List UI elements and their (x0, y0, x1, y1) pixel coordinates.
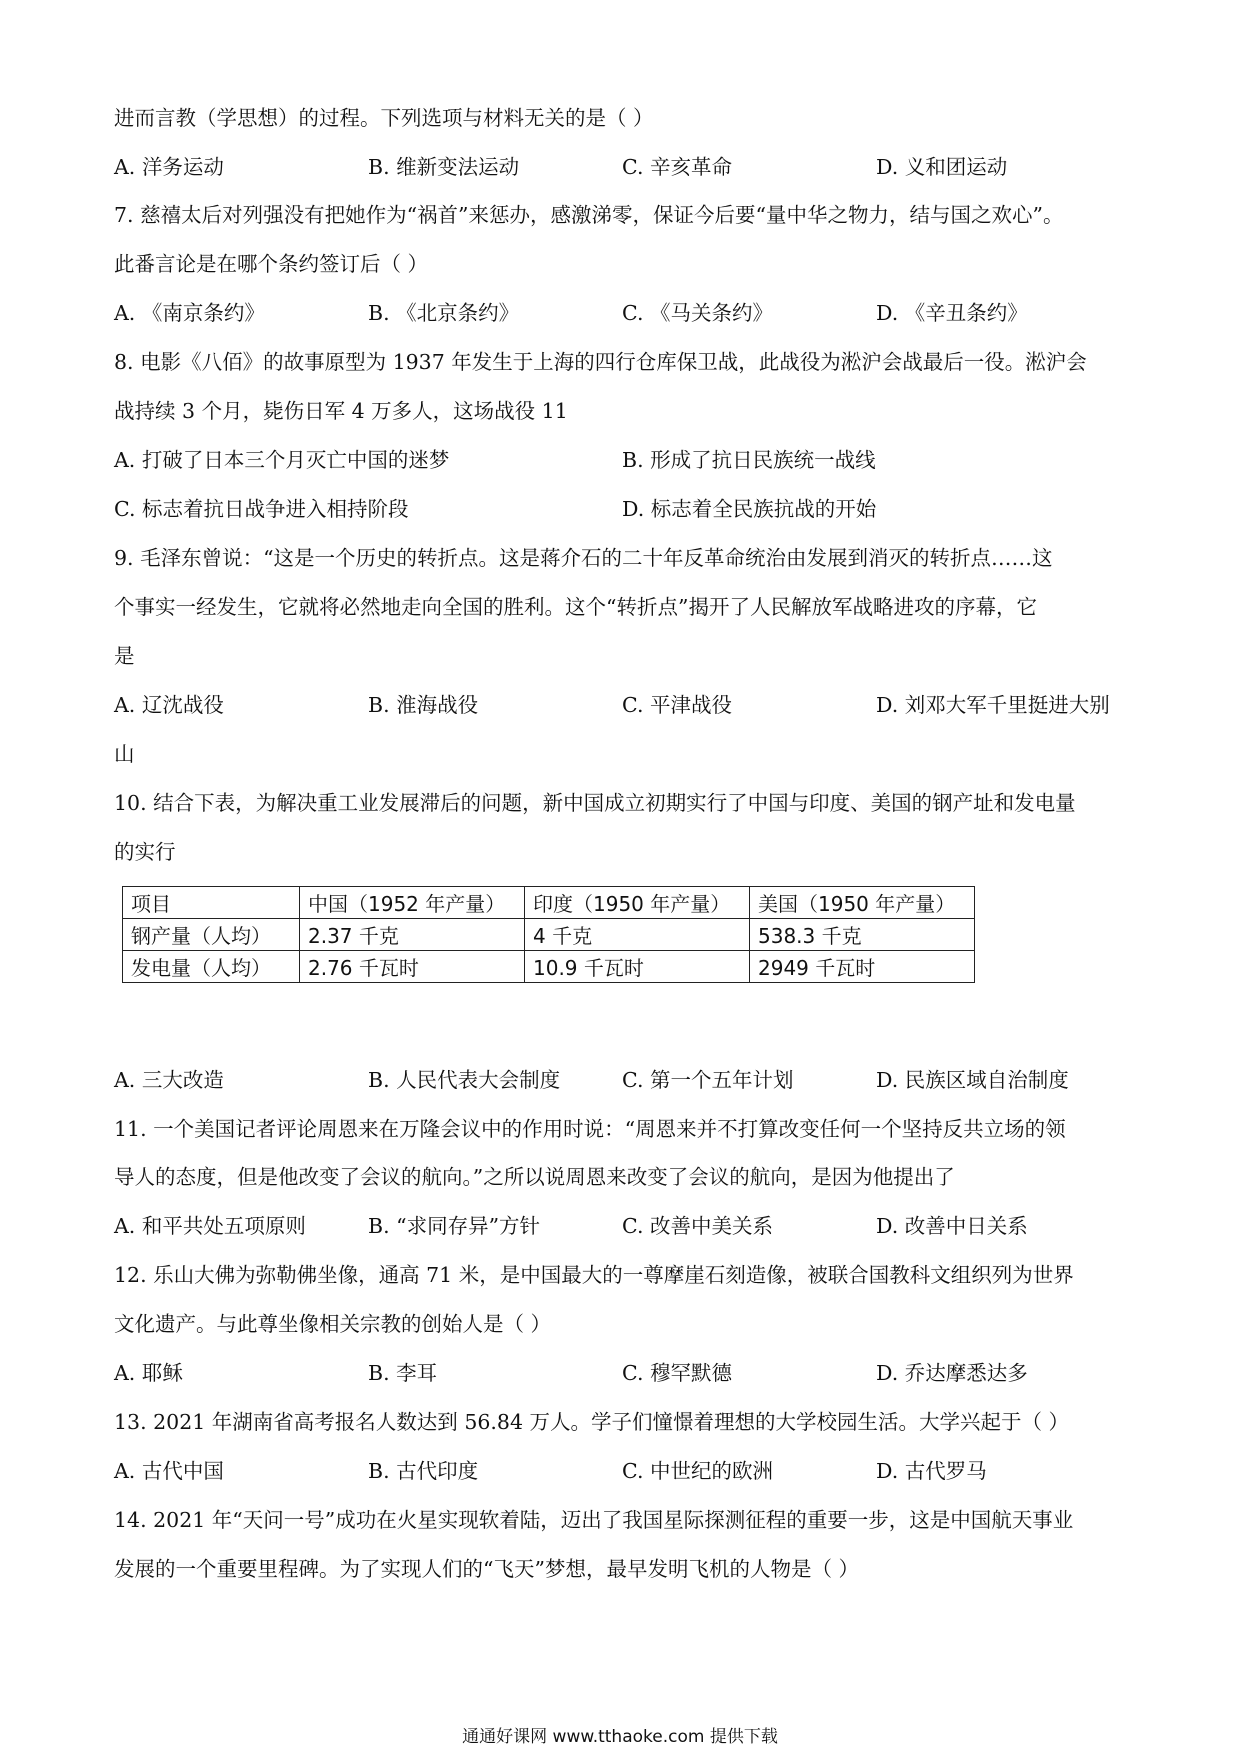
q13-option-d: D. 古代罗马 (876, 1459, 987, 1483)
table-header-cell: 印度（1950 年产量） (525, 887, 750, 919)
table-cell: 10.9 千瓦时 (525, 951, 750, 983)
q8-option-a: A. 打破了日本三个月灭亡中国的迷梦 (114, 448, 450, 472)
q9-stem-line1: 9. 毛泽东曾说：“这是一个历史的转折点。这是蒋介石的二十年反革命统治由发展到消灭的转折点……这 (114, 546, 1053, 570)
q7-option-a: A. 《南京条约》 (114, 301, 265, 325)
q13-option-b: B. 古代印度 (368, 1459, 479, 1483)
q9-option-c: C. 平津战役 (622, 693, 732, 717)
table-cell: 538.3 千克 (750, 919, 975, 951)
q7-stem-line2: 此番言论是在哪个条约签订后（ ） (114, 252, 429, 276)
q9-option-b: B. 淮海战役 (368, 693, 479, 717)
q10-option-c: C. 第一个五年计划 (622, 1068, 794, 1092)
table-header-row (123, 887, 975, 919)
table-cell: 发电量（人均） (123, 951, 300, 983)
q12-stem-line2: 文化遗产。与此尊坐像相关宗教的创始人是（ ） (114, 1312, 552, 1336)
table-header-cell: 美国（1950 年产量） (750, 887, 975, 919)
q7-option-d: D. 《辛丑条约》 (876, 301, 1028, 325)
q12-option-c: C. 穆罕默德 (622, 1361, 732, 1385)
q11-stem-line2: 导人的态度，但是他改变了会议的航向。”之所以说周恩来改变了会议的航向，是因为他提出了 (114, 1165, 955, 1189)
table-cell: 2949 千瓦时 (750, 951, 975, 983)
q13-option-c: C. 中世纪的欧洲 (622, 1459, 773, 1483)
q7-stem-line1: 7. 慈禧太后对列强没有把她作为“祸首”来惩办，感激涕零，保证今后要“量中华之物力，结与国之欢心”。 (114, 203, 1064, 227)
q12-option-d: D. 乔达摩悉达多 (876, 1361, 1028, 1385)
q11-option-b: B. “求同存异”方针 (368, 1214, 541, 1238)
q9-option-d-wrap: 山 (114, 742, 135, 766)
q12-stem-line1: 12. 乐山大佛为弥勒佛坐像，通高 71 米，是中国最大的一尊摩崖石刻造像，被联合国教科文组织列为世界 (114, 1263, 1074, 1287)
table-row (123, 919, 975, 951)
q8-stem-line2: 战持续 3 个月，毙伤日军 4 万多人，这场战役 11 (114, 399, 568, 423)
table-header-cell: 项目 (123, 887, 300, 919)
q13-stem: 13. 2021 年湖南省高考报名人数达到 56.84 万人。学子们憧憬着理想的大学校园生活。大学兴起于（ ） (114, 1410, 1070, 1434)
q7-option-c: C. 《马关条约》 (622, 301, 773, 325)
table-cell: 4 千克 (525, 919, 750, 951)
q12-option-b: B. 李耳 (368, 1361, 438, 1385)
q11-option-d: D. 改善中日关系 (876, 1214, 1028, 1238)
q11-option-c: C. 改善中美关系 (622, 1214, 773, 1238)
q6-stem: 进而言教（学思想）的过程。下列选项与材料无关的是（ ） (114, 106, 654, 130)
q10-stem-line1: 10. 结合下表，为解决重工业发展滞后的问题，新中国成立初期实行了中国与印度、美国的钢产址和发电量 (114, 791, 1076, 815)
q9-stem-line2: 个事实一经发生，它就将必然地走向全国的胜利。这个“转折点”揭开了人民解放军战略进攻的序幕，它 (114, 595, 1037, 619)
q10-data-table (122, 886, 975, 983)
q11-option-a: A. 和平共处五项原则 (114, 1214, 306, 1238)
table-cell: 钢产量（人均） (123, 919, 300, 951)
q13-option-a: A. 古代中国 (114, 1459, 224, 1483)
table-row (123, 951, 975, 983)
page-footer: 通通好课网 www.tthaoke.com 提供下载 (462, 1727, 778, 1747)
q9-option-a: A. 辽沈战役 (114, 693, 224, 717)
table-cell: 2.76 千瓦时 (300, 951, 525, 983)
q8-option-c: C. 标志着抗日战争进入相持阶段 (114, 497, 409, 521)
q10-option-d: D. 民族区域自治制度 (876, 1068, 1069, 1092)
q14-stem-line1: 14. 2021 年“天问一号”成功在火星实现软着陆，迈出了我国星际探测征程的重要一步，这是中国航天事业 (114, 1508, 1074, 1532)
q6-option-b: B. 维新变法运动 (368, 155, 520, 179)
q6-option-c: C. 辛亥革命 (622, 155, 732, 179)
q10-option-a: A. 三大改造 (114, 1068, 224, 1092)
q10-option-b: B. 人民代表大会制度 (368, 1068, 561, 1092)
q6-option-d: D. 义和团运动 (876, 155, 1008, 179)
q9-option-d: D. 刘邓大军千里挺进大别 (876, 693, 1110, 717)
q8-option-b: B. 形成了抗日民族统一战线 (622, 448, 876, 472)
q6-option-a: A. 洋务运动 (114, 155, 224, 179)
q8-stem-line1: 8. 电影《八佰》的故事原型为 1937 年发生于上海的四行仓库保卫战，此战役为淞沪会战最后一役。淞沪会 (114, 350, 1087, 374)
q10-stem-line2: 的实行 (114, 840, 176, 864)
q8-option-d: D. 标志着全民族抗战的开始 (622, 497, 877, 521)
q11-stem-line1: 11. 一个美国记者评论周恩来在万隆会议中的作用时说：“周恩来并不打算改变任何一个坚持反共立场的领 (114, 1117, 1066, 1141)
table-cell: 2.37 千克 (300, 919, 525, 951)
q14-stem-line2: 发展的一个重要里程碑。为了实现人们的“飞天”梦想，最早发明飞机的人物是（ ） (114, 1557, 859, 1581)
q7-option-b: B. 《北京条约》 (368, 301, 520, 325)
q9-stem-line3: 是 (114, 644, 135, 668)
q12-option-a: A. 耶稣 (114, 1361, 183, 1385)
table-header-cell: 中国（1952 年产量） (300, 887, 525, 919)
